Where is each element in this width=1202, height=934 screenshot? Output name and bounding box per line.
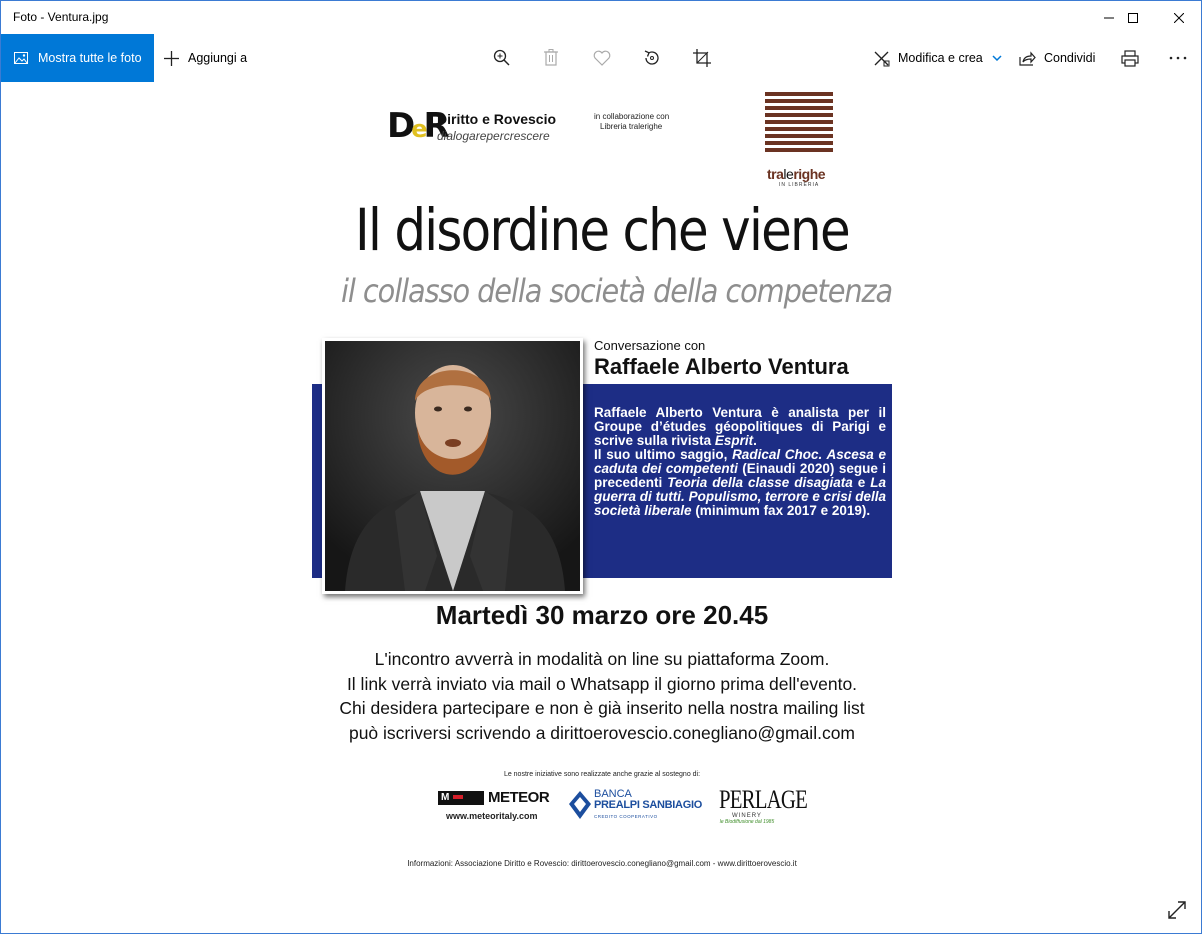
close-button[interactable] [1156, 1, 1202, 34]
perlage-logo [712, 785, 807, 835]
dr-logo-mark: DeR [387, 106, 446, 146]
delete-button[interactable] [539, 46, 563, 70]
photo-toolbar [1, 34, 1201, 82]
banca-emblem-icon [568, 790, 592, 820]
add-to-button[interactable] [164, 34, 247, 82]
meteor-badge: M [438, 791, 484, 805]
banca-prealpi-logo [568, 788, 708, 824]
perlage-note: le Biodiffusione dal 1985 [719, 819, 775, 825]
edit-create-label: Modifica e crea [898, 51, 983, 65]
rotate-button[interactable] [640, 46, 664, 70]
event-date: Martedì 30 marzo ore 20.45 [435, 600, 769, 630]
speaker-bio: Raffaele Alberto Ventura è analista per il Groupe d’études géopolitiques di Parigi e scrive sulla rivista Esprit. Il suo ultimo saggio, Radical Choc. Ascesa e caduta dei competenti (Einaudi 2020) segue i precedenti Teoria della classe disagiata e La guerra di tutti. Populismo, terrore e crisi della società liberale (minimum fax 2017 e 2019). [594, 405, 887, 518]
poster-footer: Informazioni: Associazione Diritto e Rovescio: dirittoerovescio.conegliano@gmail.com - www.dirittoerovescio.it [407, 859, 797, 868]
show-all-photos-button[interactable] [1, 34, 154, 82]
poster-subheadline: il collasso della società della competenza [341, 272, 893, 310]
tralerighe-logo [765, 92, 839, 187]
meteor-wordmark: METEOR [488, 789, 550, 806]
add-to-label: Aggiungi a [188, 51, 248, 65]
share-label: Condividi [1044, 51, 1096, 65]
heart-icon [593, 50, 611, 66]
perlage-wordmark: PERLAGE [719, 785, 807, 814]
speaker-name: Raffaele Alberto Ventura [594, 354, 849, 379]
note-line: Chi desidera partecipare e non è già inserito nella nostra mailing list [339, 698, 865, 718]
window-title: Foto - Ventura.jpg [13, 10, 109, 24]
favorite-button[interactable] [590, 46, 614, 70]
printer-icon [1121, 50, 1139, 67]
collab-line-1: in collaborazione con [594, 112, 670, 121]
fullscreen-button[interactable] [1166, 899, 1188, 921]
poster-image [312, 82, 892, 902]
note-line: Il link verrà inviato via mail o Whatsapp il giorno prima dell'evento. [346, 673, 858, 694]
chevron-down-icon [992, 55, 1002, 61]
tralerighe-sub: IN LIBRERIA [779, 182, 820, 188]
tralerighe-wordmark: tralerighe [767, 166, 826, 182]
perlage-sub: WINERY [732, 813, 762, 819]
collaboration-note [594, 112, 669, 132]
banca-line-3: CREDITO COOPERATIVO [594, 814, 658, 819]
tralerighe-lines [765, 92, 839, 152]
logo-tagline: dialogarepercrescere [437, 129, 550, 143]
collab-line-2: Libreria tralerighe [600, 122, 663, 131]
share-button[interactable] [1019, 34, 1095, 82]
speaker-portrait [322, 338, 583, 594]
crop-button[interactable] [690, 46, 714, 70]
title-bar [1, 1, 1201, 34]
edit-create-icon [873, 50, 890, 67]
sponsor-caption: Le nostre iniziative sono realizzate anche grazie al sostegno di: [503, 771, 701, 778]
more-options-button[interactable] [1166, 46, 1190, 70]
logo-name: Diritto e Rovescio [437, 111, 557, 127]
meteor-logo [438, 790, 554, 826]
more-icon [1169, 56, 1187, 60]
edit-create-button[interactable] [873, 34, 1002, 82]
delete-icon [543, 49, 559, 67]
rotate-icon [643, 49, 661, 67]
meteor-url: www.meteoritaly.com [446, 811, 538, 821]
image-icon [14, 52, 28, 64]
poster-headline: Il disordine che viene [355, 196, 849, 264]
note-line: può iscriversi scrivendo a dirittoerovescio.conegliano@gmail.com [348, 722, 856, 743]
maximize-button[interactable] [1110, 1, 1156, 34]
crop-icon [693, 49, 711, 67]
share-icon [1019, 51, 1036, 66]
print-button[interactable] [1118, 46, 1142, 70]
maximize-icon [1128, 13, 1138, 23]
note-line: L'incontro avverrà in modalità on line su piattaforma Zoom. [374, 649, 830, 669]
zoom-button[interactable] [490, 46, 514, 70]
banca-line-1: BANCA [594, 788, 632, 800]
show-all-photos-label: Mostra tutte le foto [38, 51, 142, 65]
plus-icon [164, 51, 179, 66]
event-notes [312, 647, 892, 745]
diritto-rovescio-logo [387, 106, 557, 150]
close-icon [1174, 13, 1184, 23]
zoom-icon [493, 49, 511, 67]
conversation-label: Conversazione con [594, 338, 706, 353]
banca-line-2: PREALPI SANBIAGIO [594, 799, 702, 811]
expand-icon [1166, 899, 1188, 921]
